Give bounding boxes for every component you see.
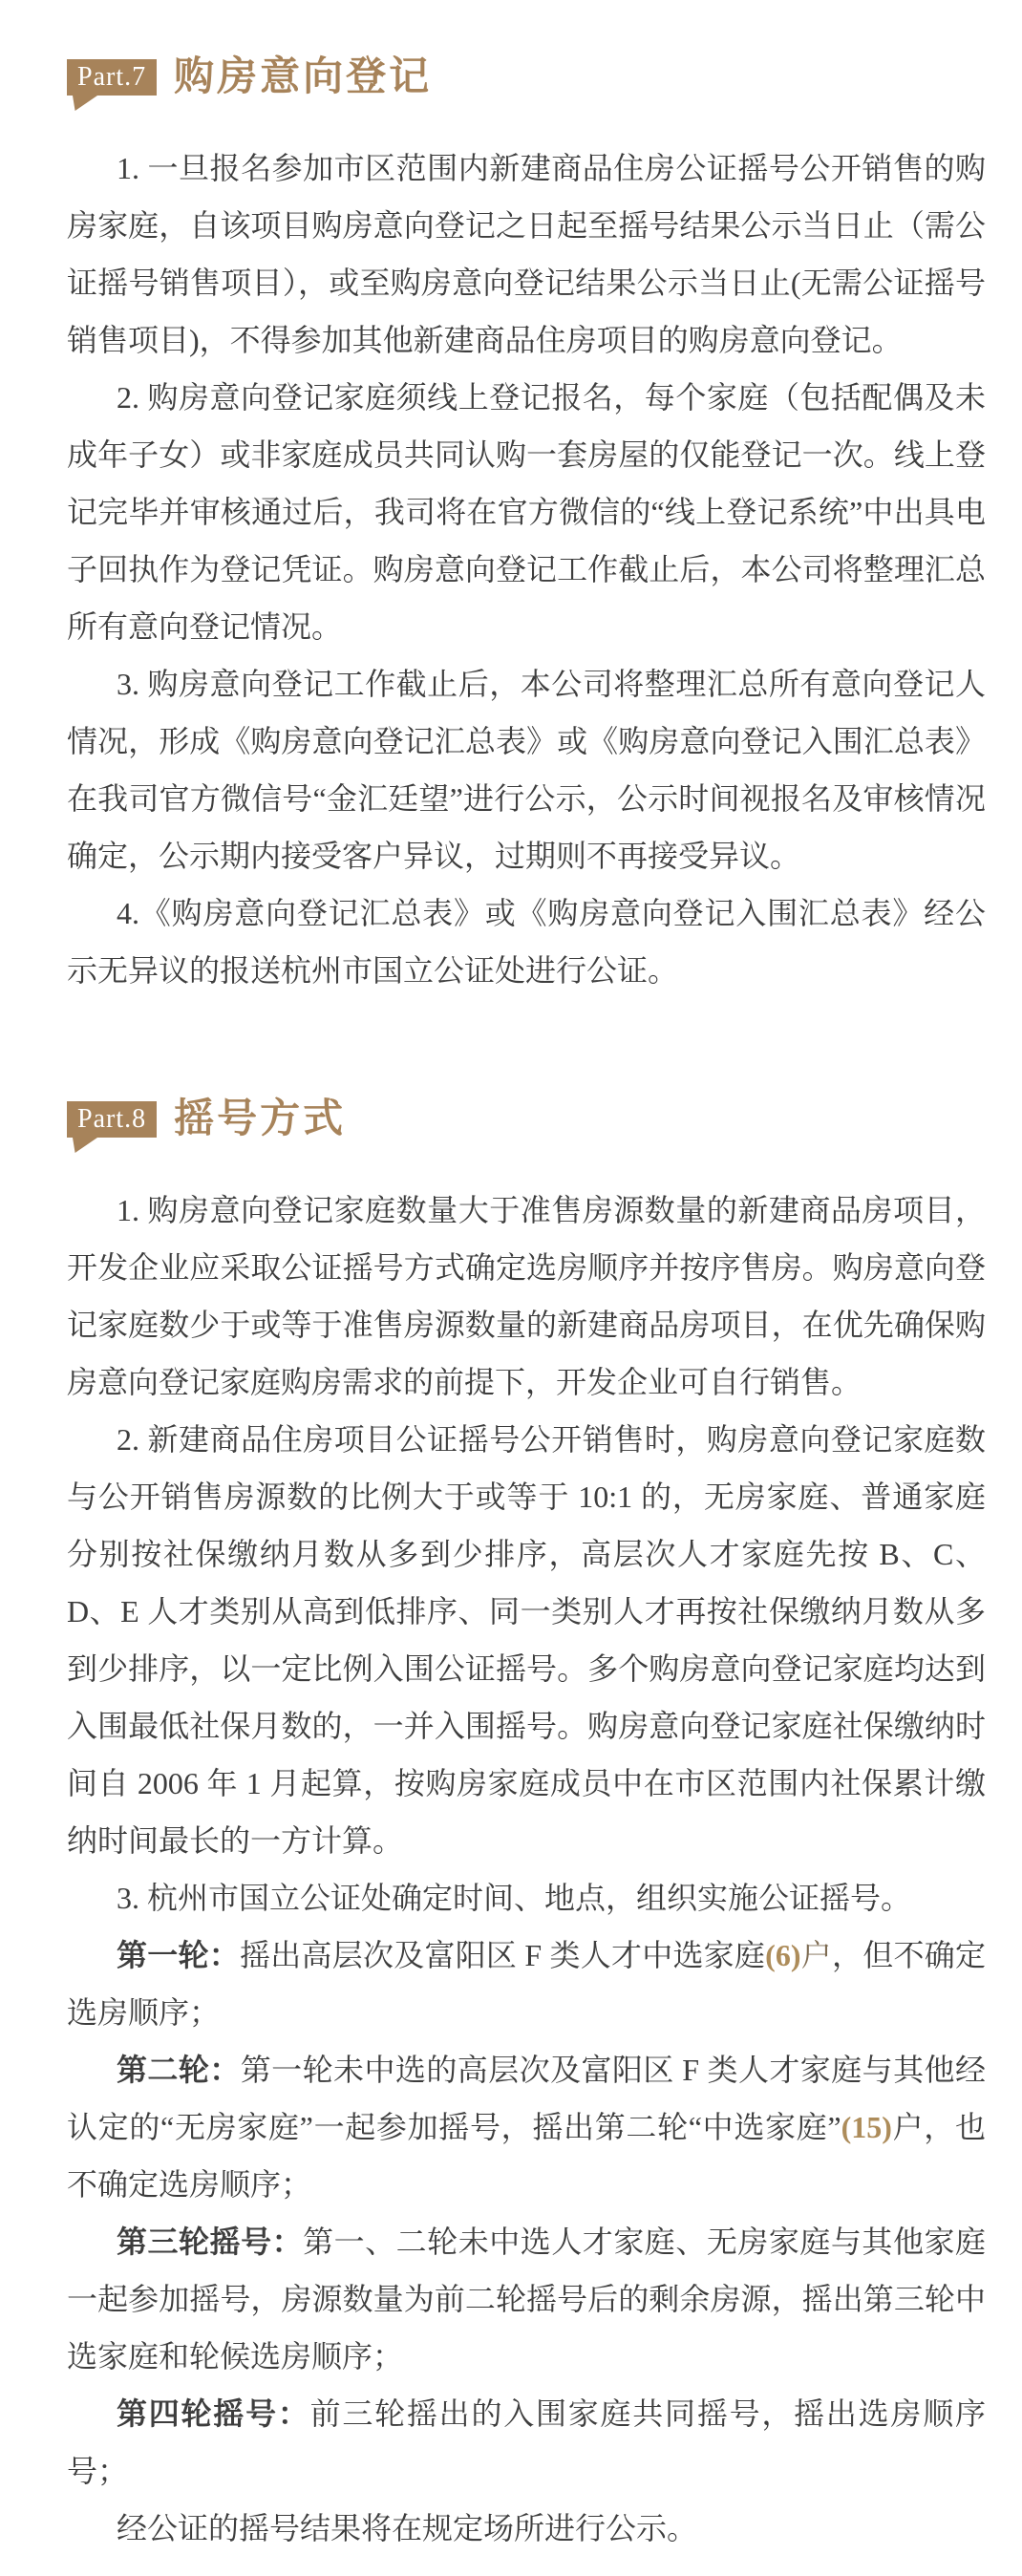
- speech-tail-icon: [73, 1138, 97, 1153]
- text-run: 户，也不确定选房顺序；: [67, 2110, 986, 2202]
- text-run: 2. 新建商品住房项目公证摇号公开销售时，购房意向登记家庭数与公开销售房源数的比例大于或等于 10:1 的，无房家庭、普通家庭分别按社保缴纳月数从多到少排序，高层次人才家庭先按 B、C、D、E 人才类别从高到低排序、同一类别人才再按社保缴纳月数从多到少排序，以一定比例入围公证摇号。多个购房意向登记家庭均达到入围最低社保月数的，一并入围摇号。购房意向登记家庭社保缴纳时间自 2006 年 1 月起算，按购房家庭成员中在市区范围内社保累计缴纳时间最长的一方计算。: [67, 1422, 986, 1858]
- text-run: 户: [800, 1938, 832, 1972]
- text-run: (15): [841, 2110, 892, 2144]
- text-run: 摇出高层次及富阳区 F 类人才中选家庭: [239, 1938, 766, 1972]
- part7-badge-label: Part.7: [77, 62, 147, 92]
- text-run: 第一轮未中选的高层次及富阳区 F 类人才家庭与其他经认定的“无房家庭”一起参加摇号，摇出第二轮“中选家庭”: [67, 2053, 986, 2144]
- text-run: ，但不确定选房顺序；: [67, 1938, 986, 2030]
- part8-badge-label: Part.8: [77, 1104, 147, 1134]
- part7-header: [67, 55, 986, 99]
- text-run: 第一轮：: [117, 1938, 240, 1972]
- paragraph: [67, 2213, 986, 2385]
- text-run: 1. 购房意向登记家庭数量大于准售房源数量的新建商品房项目，开发企业应采取公证摇号方式确定选房顺序并按序售房。购房意向登记家庭数少于或等于准售房源数量的新建商品房项目，在优先确保购房意向登记家庭购房需求的前提下，开发企业可自行销售。: [67, 1193, 986, 1399]
- paragraph: [67, 1927, 986, 2041]
- text-run: 3. 杭州市国立公证处确定时间、地点，组织实施公证摇号。: [117, 1881, 912, 1915]
- text-run: 前三轮摇出的入围家庭共同摇号，摇出选房顺序号；: [67, 2396, 986, 2488]
- section-part8: [67, 1097, 986, 2557]
- part7-badge: [67, 59, 157, 96]
- paragraph: [67, 1182, 986, 1411]
- paragraph: [67, 2500, 986, 2557]
- paragraph: [67, 1869, 986, 1927]
- part8-header: [67, 1097, 986, 1141]
- text-run: 第一、二轮未中选人才家庭、无房家庭与其他家庭一起参加摇号，房源数量为前二轮摇号后的剩余房源，摇出第三轮中选家庭和轮候选房顺序；: [67, 2225, 986, 2374]
- text-run: 第四轮摇号：: [117, 2396, 310, 2431]
- paragraph: [67, 1411, 986, 1869]
- part8-title: 摇号方式: [174, 1097, 347, 1141]
- text-run: 3. 购房意向登记工作截止后，本公司将整理汇总所有意向登记人情况，形成《购房意向登记汇总表》或《购房意向登记入围汇总表》在我司官方微信号“金汇廷望”进行公示，公示时间视报名及审核情况确定，公示期内接受客户异议，过期则不再接受异议。: [67, 667, 986, 873]
- text-run: 1. 一旦报名参加市区范围内新建商品住房公证摇号公开销售的购房家庭，自该项目购房意向登记之日起至摇号结果公示当日止（需公证摇号销售项目），或至购房意向登记结果公示当日止(无需公证摇号销售项目)，不得参加其他新建商品住房项目的购房意向登记。: [67, 151, 986, 357]
- text-run: 第三轮摇号：: [117, 2225, 304, 2259]
- part8-body: [67, 1182, 986, 2557]
- part7-body: [67, 139, 986, 999]
- paragraph: [67, 655, 986, 884]
- text-run: 经公证的摇号结果将在规定场所进行公示。: [117, 2511, 698, 2545]
- paragraph: [67, 2385, 986, 2500]
- speech-tail-icon: [73, 96, 97, 111]
- text-run: 4.《购房意向登记汇总表》或《购房意向登记入围汇总表》经公示无异议的报送杭州市国立公证处进行公证。: [67, 896, 986, 988]
- paragraph: [67, 369, 986, 655]
- text-run: 2. 购房意向登记家庭须线上登记报名，每个家庭（包括配偶及未成年子女）或非家庭成员共同认购一套房屋的仅能登记一次。线上登记完毕并审核通过后，我司将在官方微信的“线上登记系统”中出具电子回执作为登记凭证。购房意向登记工作截止后，本公司将整理汇总所有意向登记情况。: [67, 380, 986, 644]
- text-run: 第二轮：: [117, 2053, 241, 2087]
- text-run: (6): [765, 1938, 801, 1972]
- paragraph: [67, 139, 986, 369]
- part7-title: 购房意向登记: [174, 55, 433, 99]
- section-part7: [67, 55, 986, 999]
- paragraph: [67, 884, 986, 999]
- paragraph: [67, 2041, 986, 2213]
- part8-badge: [67, 1101, 157, 1138]
